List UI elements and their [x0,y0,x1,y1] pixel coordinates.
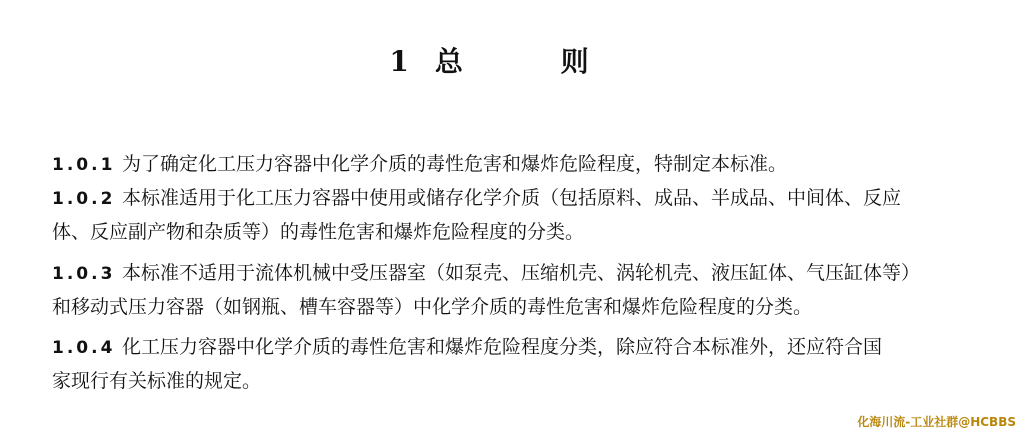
clause-line [52,290,982,324]
clause-text: 本标准不适用于流体机械中受压器室（如泵壳、压缩机壳、涡轮机壳、液压缸体、气压缸体等） [122,262,921,284]
clause-1-0-3 [52,256,982,324]
clause-line [52,215,982,249]
watermark: 化海川流-工业社群@HCBBS [857,415,1016,429]
clause-text: 本标准适用于化工压力容器中使用或储存化学介质（包括原料、成品、半成品、中间体、反应 [122,187,902,209]
chapter-number: 1 [389,45,409,78]
clause-line [52,364,982,398]
clause-line [52,181,982,215]
clause-line [52,330,982,364]
clause-1-0-2 [52,181,982,249]
clause-text: 为了确定化工压力容器中化学介质的毒性危害和爆炸危险程度，特制定本标准。 [122,153,788,175]
clause-text: 化工压力容器中化学介质的毒性危害和爆炸危险程度分类，除应符合本标准外，还应符合国 [122,336,883,358]
clause-number: 1.0.1 [52,155,116,175]
clause-number: 1.0.2 [52,189,116,209]
clause-number: 1.0.4 [52,338,116,358]
clause-1-0-1 [52,147,982,181]
clause-number: 1.0.3 [52,264,116,284]
chapter-heading [0,44,1022,80]
clause-text: 体、反应副产物和杂质等）的毒性危害和爆炸危险程度的分类。 [52,221,585,243]
clause-text: 和移动式压力容器（如钢瓶、槽车容器等）中化学介质的毒性危害和爆炸危险程度的分类。 [52,296,813,318]
clause-line [52,147,982,181]
clause-1-0-4 [52,330,982,398]
clause-line [52,256,982,290]
clause-text: 家现行有关标准的规定。 [52,370,262,392]
chapter-title: 总 则 [434,45,633,78]
